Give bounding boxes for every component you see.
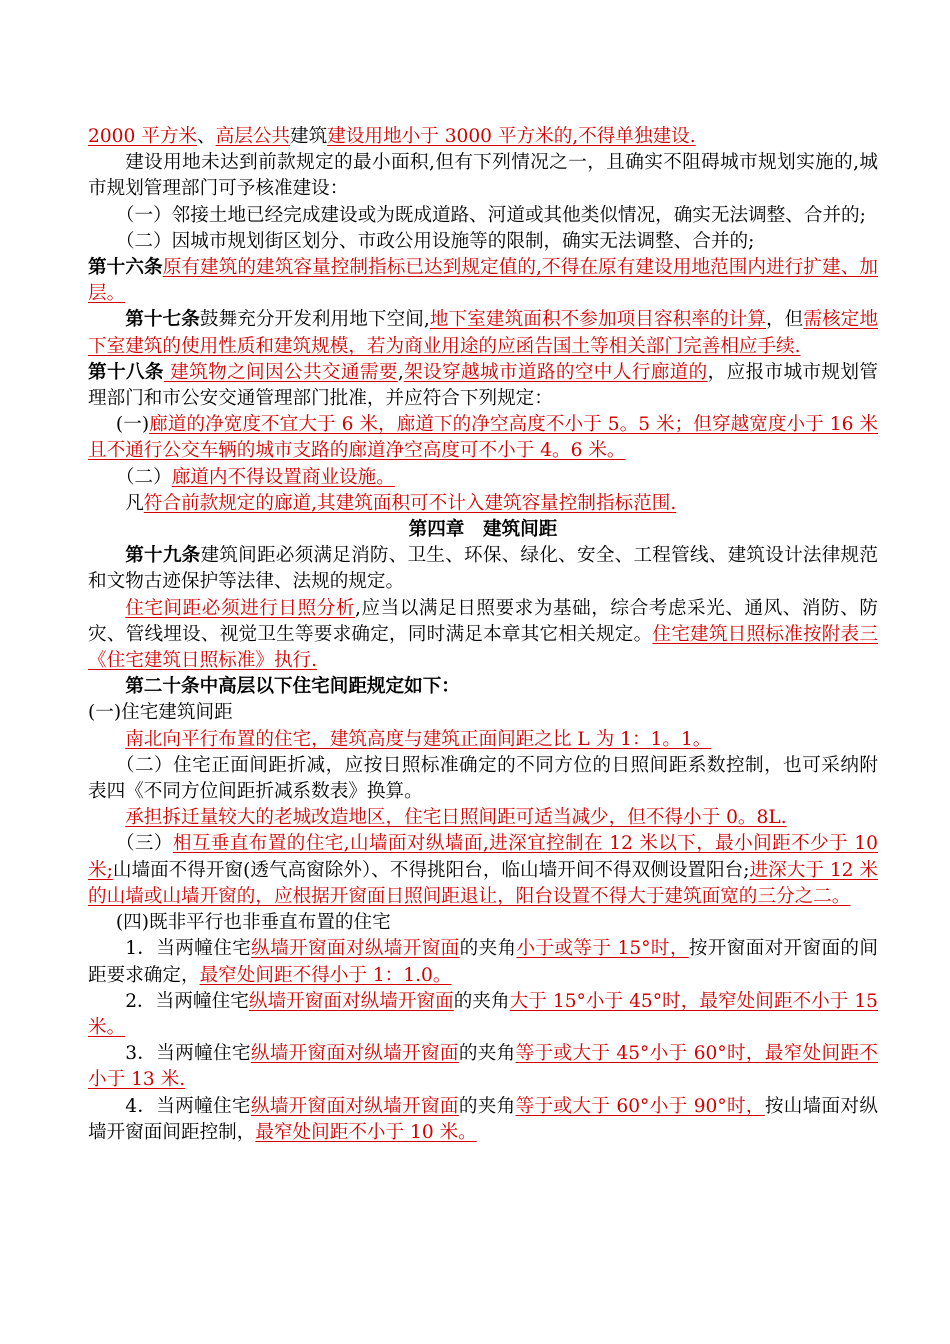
text: 建筑间距必须满足消防、卫生、环保、绿化、安全、工程管线、建筑设计法律规范和文物古迹保护等法律、法规的规定。 (88, 545, 878, 593)
article-20-item-4: (四)既非平行也非垂直布置的住宅 (115, 912, 391, 934)
text: 按山墙面对纵墙开窗面间距控制， (88, 1095, 878, 1143)
text: 建筑 (290, 126, 328, 147)
text: 鼓舞充分开发利用地下空间, (199, 309, 430, 331)
text: 山墙面不得开窗(透气高窗除外）、不得挑阳台，临山墙开间不得双侧设置阳台; (112, 859, 750, 881)
red-text: 廊道的净宽度不宜大于 6 米，廊道下的净空高度不小于 5。5 米；但穿越宽度小于 16 米且不通行公交车辆的城市支路的廊道净空高度可不小于 4。6 米。 (88, 414, 878, 462)
red-text: 建筑物之间因公共交通需要 (163, 361, 398, 383)
red-text: 相互垂直布置的住宅,山墙面对纵墙面,进深宜控制在 12 米以下，最小间距不少于 10 米; (88, 833, 878, 881)
article-18 (88, 360, 878, 412)
document-page (88, 124, 878, 1146)
red-text: 需核定地下室建筑的使用性质和建筑规模，若为商业用途的应函告国土等相关部门完善相应手续. (88, 309, 878, 357)
paragraph: （二）因城市规划街区划分、市政公用设施等的限制，确实无法调整、合并的; (115, 230, 755, 252)
sub-item-4 (88, 1094, 878, 1146)
text: 按开窗面对开窗面的间距要求确定， (88, 938, 878, 986)
red-text: 住宅间距必须进行日照分析 (125, 597, 355, 619)
text: ，应报市城市规划管理部门和市公安交通管理部门批准，并应符合下列规定： (88, 361, 878, 410)
article-title: 第十九条 (125, 545, 201, 567)
text: 4．当两幢住宅 (125, 1095, 251, 1117)
sub-item-3 (88, 1041, 878, 1093)
red-text: 最窄处间距不得小于 1：1.0。 (199, 964, 452, 986)
red-text: 纵墙开窗面对纵墙开窗面 (248, 990, 454, 1012)
red-text: 建设用地小于 3000 平方米的,不得单独建设. (327, 126, 696, 147)
article-title: 第十六条 (88, 257, 163, 279)
item-number: （二） (115, 466, 172, 488)
article-20-item-1: (一)住宅建筑间距 (88, 702, 233, 724)
paragraph: （一）邻接土地已经完成建设或为既成道路、河道或其他类似情况，确实无法调整、合并的; (115, 204, 866, 226)
sub-item-1 (88, 936, 878, 988)
text: 的夹角 (458, 1095, 516, 1117)
article-title: 第十七条 (125, 309, 200, 331)
red-text: 纵墙开窗面对纵墙开窗面 (250, 1095, 459, 1117)
red-text: 最窄处间距不小于 10 米。 (255, 1121, 477, 1143)
red-text: 纵墙开窗面对纵墙开窗面 (251, 938, 460, 960)
article-20-item-2-text (88, 805, 878, 831)
sub-item-2 (88, 989, 878, 1041)
text: 的夹角 (458, 1043, 516, 1065)
red-text: 住宅建筑日照标准按附表三《住宅建筑日照标准》执行. (88, 623, 878, 672)
article-title: 第十八条 (88, 361, 164, 383)
red-text: 大于 15°小于 45°时，最窄处间距不小于 15 米。 (88, 990, 878, 1038)
red-text: 原有建筑的建筑容量控制指标已达到规定值的,不得在原有建设用地范围内进行扩建、加层。 (88, 257, 878, 305)
article-19-paragraph-2 (88, 596, 878, 675)
article-16 (88, 255, 878, 307)
red-text: 小于或等于 15°时， (516, 938, 689, 960)
paragraph: 建设用地未达到前款规定的最小面积,但有下列情况之一，且确实不阻碍城市规划实施的,城市规划管理部门可予核准建设： (88, 152, 878, 200)
red-text: 进深大于 12 米的山墙或山墙开窗的，应根据开窗面日照间距退让，阳台设置不得大于建筑面宽的三分之二。 (88, 859, 878, 907)
red-text: 等于或大于 60°小于 90°时， (515, 1095, 765, 1117)
red-text: 架设穿越城市道路的空中人行廊道的 (403, 361, 708, 383)
red-text: 纵墙开窗面对纵墙开窗面 (250, 1043, 459, 1065)
text: 、 (197, 126, 216, 147)
text: 的夹角 (459, 938, 517, 960)
red-text: 廊道内不得设置商业设施。 (171, 466, 395, 488)
article-18-item-2 (88, 465, 878, 491)
article-20-item-3 (88, 831, 878, 910)
article-20-item-1-text (88, 727, 878, 753)
red-text: 地下室建筑面积不参加项目容积率的计算 (429, 309, 766, 331)
article-20-item-2: （二）住宅正面间距折减，应按日照标准确定的不同方位的日照间距系数控制，也可采纳附表四《不同方位间距折减系数表》换算。 (88, 754, 878, 803)
text: ，但 (766, 309, 804, 331)
article-18-end (88, 491, 878, 517)
article-20-title: 第二十条中高层以下住宅间距规定如下： (125, 676, 460, 698)
text: 1．当两幢住宅 (125, 938, 252, 960)
text: ,应当以满足日照要求为基础，综合考虑采光、通风、消防、防灾、管线埋设、视觉卫生等要求确定，同时满足本章其它相关规定。 (88, 597, 878, 645)
article-17 (88, 307, 878, 359)
text: 的夹角 (453, 990, 510, 1012)
red-text: 高层公共 (215, 126, 291, 147)
item-number: (一) (115, 414, 150, 436)
text: 2．当两幢住宅 (125, 990, 249, 1012)
text: 凡 (125, 492, 144, 514)
article-19 (88, 543, 878, 595)
chapter-heading: 第四章 建筑间距 (408, 519, 558, 541)
red-text: 南北向平行布置的住宅，建筑高度与建筑正面间距之比 L 为 1：1。1。 (125, 728, 712, 750)
article-18-item-1 (88, 412, 878, 464)
paragraph-continuation (88, 124, 878, 150)
item-number: （三） (115, 833, 173, 855)
text: , (397, 361, 404, 383)
red-text: 承担拆迁量较大的老城改造地区，住宅日照间距可适当减少，但不得小于 0。8L. (125, 807, 787, 829)
red-text: 符合前款规定的廊道,其建筑面积可不计入建筑容量控制指标范围. (143, 492, 677, 514)
red-text: 等于或大于 45°小于 60°时，最窄处间距不小于 13 米. (88, 1043, 878, 1091)
red-text: 2000 平方米 (88, 126, 198, 147)
text: 3．当两幢住宅 (125, 1043, 251, 1065)
